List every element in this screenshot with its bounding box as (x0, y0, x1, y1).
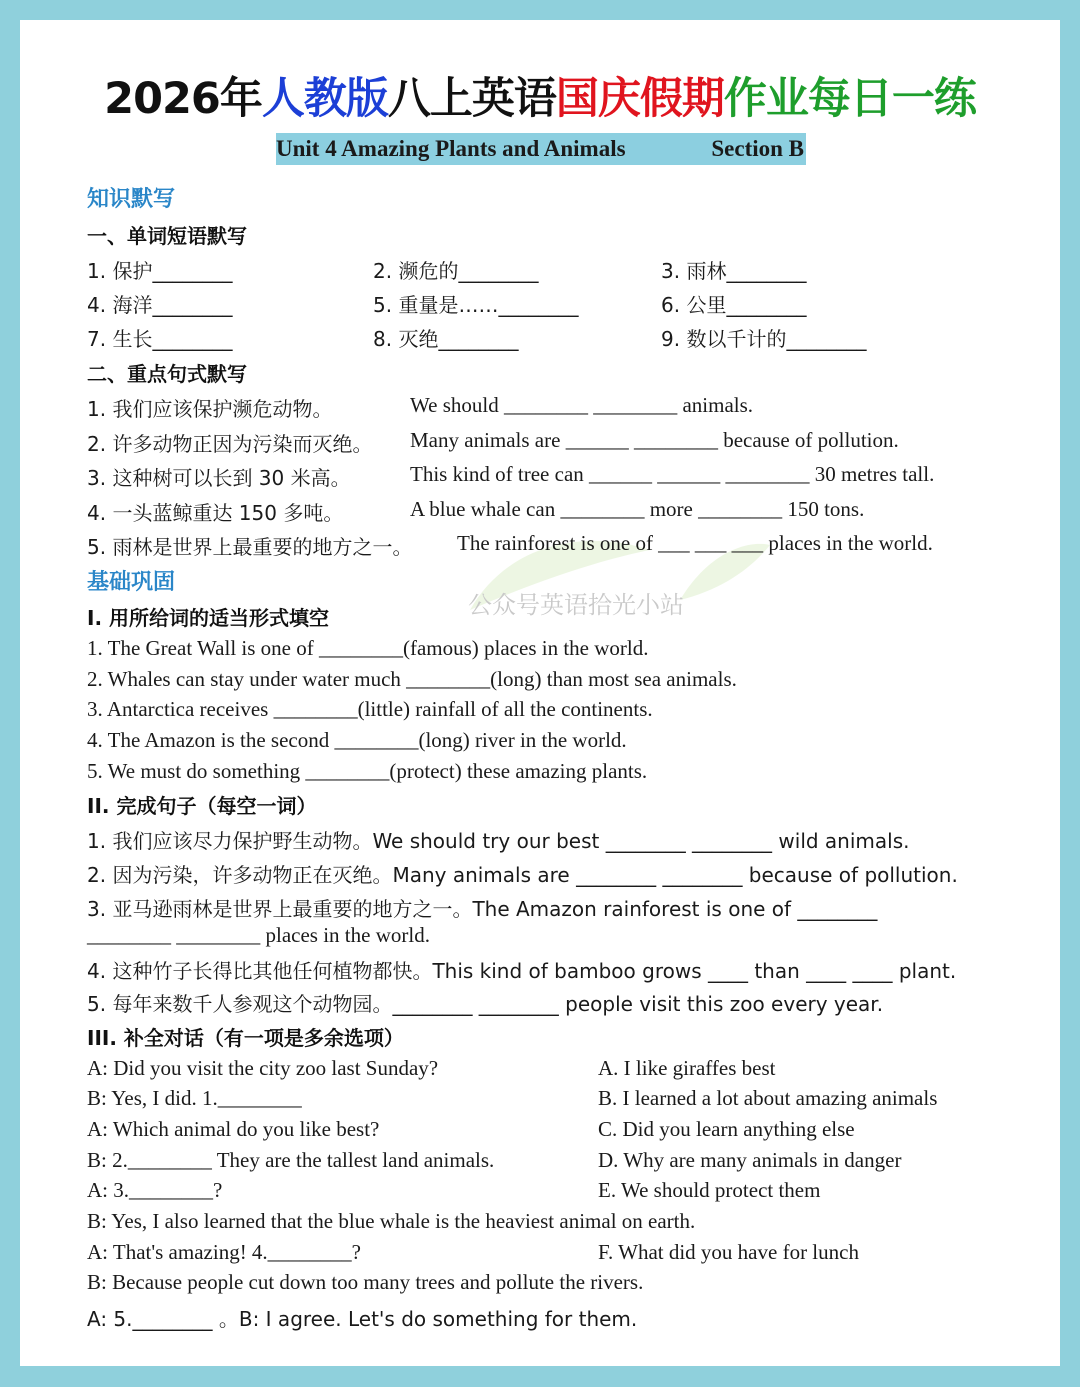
sentence-zh-5: 5. 雨林是世界上最重要的地方之一。 (87, 535, 413, 559)
part2-item-1: 1. 我们应该尽力保护野生动物。We should try our best ________ ________ wild animals. (87, 829, 910, 853)
part1-heading: I. 用所给词的适当形式填空 (87, 606, 330, 630)
part1-item-4: 4. The Amazon is the second ________(long) river in the world. (87, 728, 627, 752)
option-b: B. I learned a lot about amazing animals (598, 1086, 938, 1110)
sentence-zh-3: 3. 这种树可以长到 30 米高。 (87, 466, 351, 490)
word-item-6: 6. 公里________ (661, 293, 807, 317)
part1-item-5: 5. We must do something ________(protect) these amazing plants. (87, 759, 648, 783)
part1-item-3: 3. Antarctica receives ________(little) rainfall of all the continents. (87, 697, 653, 721)
part3-heading: III. 补全对话（有一项是多余选项） (87, 1026, 404, 1050)
dialogue-line-9: A: 5.________ 。B: I agree. Let's do something for them. (87, 1307, 638, 1331)
part1-item-2: 2. Whales can stay under water much ________(long) than most sea animals. (87, 667, 737, 691)
dialogue-line-1: A: Did you visit the city zoo last Sunday? (87, 1056, 439, 1080)
sentence-zh-4: 4. 一头蓝鲸重达 150 多吨。 (87, 501, 344, 525)
word-item-2: 2. 濒危的________ (373, 259, 539, 283)
part2-item-3: 3. 亚马逊雨林是世界上最重要的地方之一。The Amazon rainforest is one of ________ (87, 897, 878, 921)
word-item-3: 3. 雨林________ (661, 259, 807, 283)
sentence-en-4: A blue whale can ________ more ________ 150 tons. (410, 497, 865, 521)
option-e: E. We should protect them (598, 1178, 821, 1202)
words-heading: 一、单词短语默写 (87, 224, 247, 248)
dialogue-line-6: B: Yes, I also learned that the blue whale is the heaviest animal on earth. (87, 1209, 696, 1233)
option-f: F. What did you have for lunch (598, 1240, 859, 1264)
page-title: 2026年人教版八上英语国庆假期作业每日一练 (104, 74, 976, 124)
part2-item-3-cont: ________ ________ places in the world. (87, 923, 430, 947)
section-title: Section B (711, 136, 804, 161)
dialogue-line-3: A: Which animal do you like best? (87, 1117, 380, 1141)
word-item-4: 4. 海洋________ (87, 293, 233, 317)
option-d: D. Why are many animals in danger (598, 1148, 902, 1172)
sentence-en-1: We should ________ ________ animals. (410, 393, 754, 417)
sentence-en-2: Many animals are ______ ________ because of pollution. (410, 428, 899, 452)
part1-item-1: 1. The Great Wall is one of ________(famous) places in the world. (87, 636, 649, 660)
watermark-text: 公众号英语拾光小站 (468, 591, 684, 619)
sentence-en-5: The rainforest is one of ___ ___ ___ places in the world. (457, 531, 933, 555)
part2-heading: II. 完成句子（每空一词） (87, 794, 317, 818)
word-item-7: 7. 生长________ (87, 327, 233, 351)
dialogue-line-5: A: 3.________? (87, 1178, 223, 1202)
word-item-5: 5. 重量是……________ (373, 293, 579, 317)
sentence-en-3: This kind of tree can ______ ______ ________ 30 metres tall. (410, 462, 935, 486)
part2-item-4: 4. 这种竹子长得比其他任何植物都快。This kind of bamboo grows ____ than ____ ____ plant. (87, 959, 957, 983)
dialogue-line-8: B: Because people cut down too many trees and pollute the rivers. (87, 1270, 644, 1294)
sentence-zh-1: 1. 我们应该保护濒危动物。 (87, 397, 333, 421)
word-item-1: 1. 保护________ (87, 259, 233, 283)
option-a: A. I like giraffes best (598, 1056, 776, 1080)
part2-item-5: 5. 每年来数千人参观这个动物园。________ ________ people visit this zoo every year. (87, 992, 884, 1016)
worksheet-page (20, 20, 1060, 1366)
sentences-heading: 二、重点句式默写 (87, 362, 247, 386)
dialogue-line-4: B: 2.________ They are the tallest land animals. (87, 1148, 495, 1172)
word-item-9: 9. 数以千计的________ (661, 327, 867, 351)
dialogue-line-7: A: That's amazing! 4.________? (87, 1240, 362, 1264)
part2-item-2: 2. 因为污染，许多动物正在灭绝。Many animals are ________ ________ because of pollution. (87, 863, 958, 887)
unit-banner (276, 133, 806, 165)
basics-heading: 基础巩固 (87, 570, 176, 595)
option-c: C. Did you learn anything else (598, 1117, 855, 1141)
sentence-zh-2: 2. 许多动物正因为污染而灭绝。 (87, 432, 373, 456)
unit-title: Unit 4 Amazing Plants and Animals (276, 136, 626, 161)
knowledge-heading: 知识默写 (87, 187, 176, 212)
word-item-8: 8. 灭绝________ (373, 327, 519, 351)
dialogue-line-2: B: Yes, I did. 1.________ (87, 1086, 302, 1110)
